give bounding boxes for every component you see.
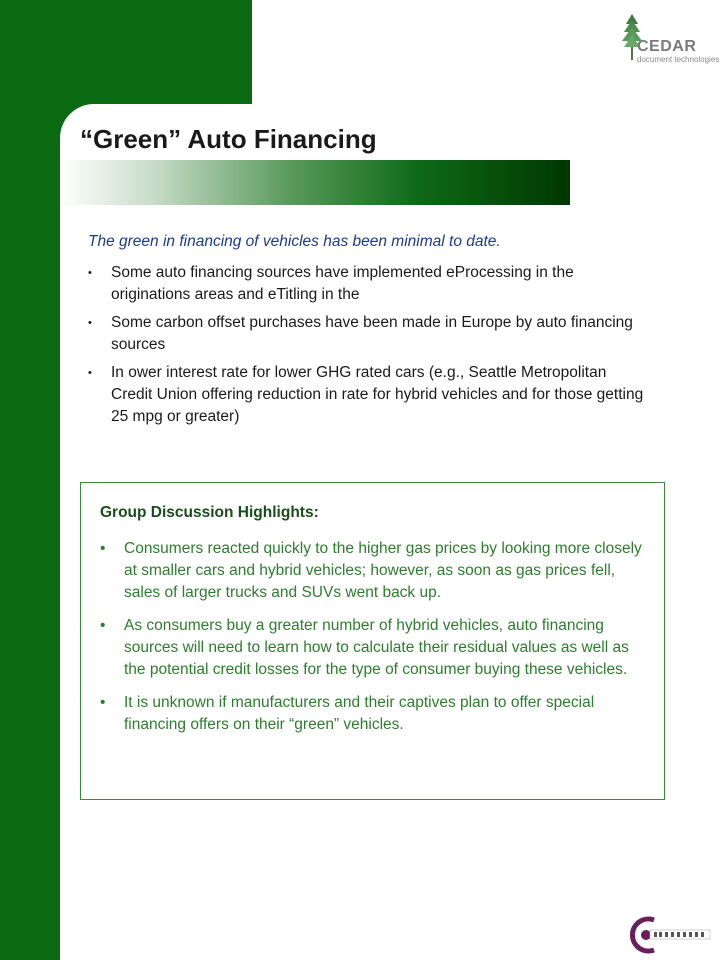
panel-item-text: As consumers buy a greater number of hybrid vehicles, auto financing sources will need to learn how to calculate their residual values as well as the potential credit losses for the type of consumer buying these vehicles. bbox=[124, 617, 629, 678]
panel-item-text: Consumers reacted quickly to the higher gas prices by looking more closely at smaller cars and hybrid vehicles; however, as soon as gas prices fell, sales of larger trucks and SUVs went back up. bbox=[124, 540, 642, 601]
bullet-item bbox=[88, 262, 648, 306]
bullet-dot-icon: • bbox=[100, 540, 106, 557]
bullet-dot-icon: • bbox=[100, 617, 106, 634]
slide-title: “Green” Auto Financing bbox=[80, 124, 377, 154]
panel-item bbox=[100, 615, 645, 681]
bullet-text: In ower interest rate for lower GHG rated cars (e.g., Seattle Metropolitan Credit Union offering reduction in rate for hybrid vehicles and for those getting 25 mpg or greater) bbox=[111, 364, 644, 425]
panel-item bbox=[100, 692, 645, 736]
bullet-item bbox=[88, 312, 648, 356]
bullet-dot-icon: • bbox=[100, 694, 106, 711]
bullet-dot-icon: • bbox=[88, 367, 92, 379]
bullet-item bbox=[88, 362, 648, 428]
bullet-dot-icon: • bbox=[88, 267, 92, 279]
discussion-panel bbox=[80, 482, 665, 800]
bullet-dot-icon: • bbox=[88, 317, 92, 329]
panel-list bbox=[100, 538, 645, 747]
bullet-text: Some auto financing sources have implemented eProcessing in the originations areas and eTitling in the bbox=[111, 264, 574, 303]
intro-text: The green in financing of vehicles has been minimal to date. bbox=[88, 233, 501, 250]
panel-heading: Group Discussion Highlights: bbox=[100, 504, 319, 521]
bullet-text: Some carbon offset purchases have been made in Europe by auto financing sources bbox=[111, 314, 633, 353]
cedar-logo bbox=[622, 14, 720, 68]
logo-tagline: document technologies bbox=[637, 55, 720, 64]
panel-item-text: It is unknown if manufacturers and their captives plan to offer special financing offers on their “green” vehicles. bbox=[124, 694, 595, 733]
panel-item bbox=[100, 538, 645, 604]
bullet-list bbox=[88, 262, 648, 434]
circular-c-logo-icon bbox=[624, 910, 714, 958]
logo-name: CEDAR bbox=[637, 38, 697, 55]
title-gradient-band bbox=[60, 160, 570, 205]
